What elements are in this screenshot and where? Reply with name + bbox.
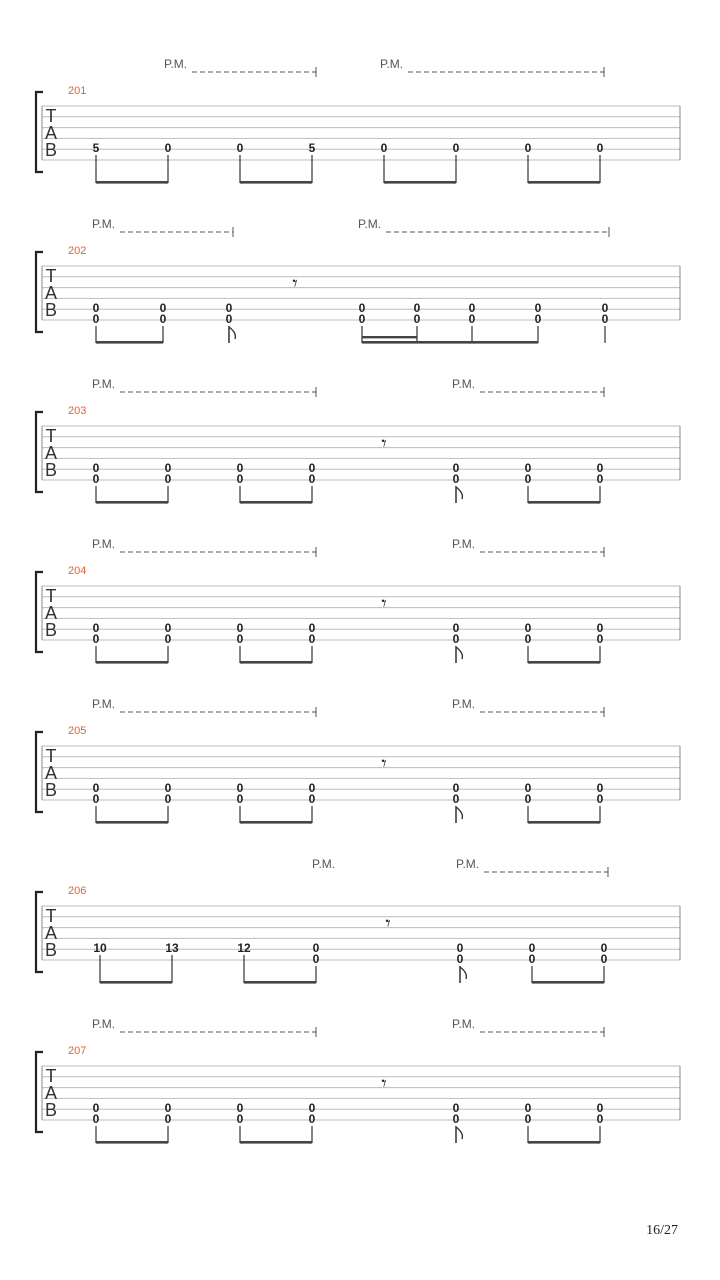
fret-number: 0 (308, 632, 316, 646)
fret-number: 0 (596, 1112, 604, 1126)
fret-number: 0 (524, 792, 532, 806)
note-beam (240, 661, 312, 664)
tab-clef-letter: A (44, 1083, 58, 1103)
fret-number: 0 (524, 1112, 532, 1126)
note-flag (229, 327, 235, 343)
fret-number: 0 (308, 1101, 316, 1115)
measure-number: 206 (68, 885, 87, 897)
note-beam (532, 981, 604, 984)
fret-number: 0 (92, 632, 100, 646)
eighth-rest-icon: 𝄾 (381, 591, 387, 615)
note-beam (96, 501, 168, 504)
fret-number: 0 (92, 312, 100, 326)
fret-number: 0 (596, 792, 604, 806)
fret-number: 0 (413, 312, 421, 326)
tab-clef-letter: B (44, 460, 58, 480)
fret-number: 0 (380, 141, 388, 155)
measure-number: 203 (68, 405, 87, 417)
tab-clef-letter: B (44, 780, 58, 800)
fret-number: 0 (236, 141, 244, 155)
measure-number: 207 (68, 1045, 87, 1057)
note-beam (240, 501, 312, 504)
eighth-rest-icon: 𝄾 (292, 271, 298, 295)
fret-number: 0 (600, 952, 608, 966)
note-beam (528, 501, 600, 504)
fret-number: 0 (358, 301, 366, 315)
note-beam (100, 981, 172, 984)
fret-number: 0 (236, 461, 244, 475)
note-beam (528, 1141, 600, 1144)
note-flag (456, 647, 462, 663)
fret-number: 0 (308, 781, 316, 795)
fret-number: 0 (413, 301, 421, 315)
fret-number: 0 (92, 621, 100, 635)
fret-number: 0 (308, 1112, 316, 1126)
note-beam (240, 1141, 312, 1144)
fret-number: 0 (92, 301, 100, 315)
tab-clef-letter: T (45, 426, 57, 446)
fret-number: 0 (159, 301, 167, 315)
palm-mute-label: P.M. (452, 537, 476, 551)
palm-mute-label: P.M. (456, 857, 480, 871)
tab-clef-letter: B (44, 940, 58, 960)
fret-number: 0 (236, 1101, 244, 1115)
fret-number: 0 (164, 781, 172, 795)
note-beam (528, 661, 600, 664)
tab-clef-letter: T (45, 1066, 57, 1086)
fret-number: 0 (159, 312, 167, 326)
tab-clef-letter: T (45, 266, 57, 286)
tab-clef-letter: A (44, 923, 58, 943)
note-flag (460, 967, 466, 983)
fret-number: 0 (600, 941, 608, 955)
fret-number: 0 (524, 472, 532, 486)
fret-number: 0 (308, 792, 316, 806)
palm-mute-label: P.M. (92, 537, 116, 551)
tab-clef-letter: A (44, 443, 58, 463)
palm-mute-label: P.M. (452, 697, 476, 711)
fret-number: 0 (534, 301, 542, 315)
fret-number: 0 (468, 301, 476, 315)
tab-clef-letter: T (45, 106, 57, 126)
note-beam (528, 821, 600, 824)
note-beam (528, 181, 600, 184)
tab-clef-letter: A (44, 763, 58, 783)
fret-number: 0 (236, 1112, 244, 1126)
fret-number: 0 (596, 461, 604, 475)
note-beam-secondary (362, 336, 417, 338)
palm-mute-label: P.M. (164, 57, 188, 71)
fret-number: 0 (596, 621, 604, 635)
fret-number: 0 (308, 472, 316, 486)
palm-mute-label: P.M. (92, 697, 116, 711)
measure-number: 204 (68, 565, 87, 577)
eighth-rest-icon: 𝄾 (381, 1071, 387, 1095)
palm-mute-label: P.M. (358, 217, 382, 231)
fret-number: 0 (312, 941, 320, 955)
fret-number: 0 (164, 1101, 172, 1115)
fret-number: 0 (524, 621, 532, 635)
fret-number: 0 (92, 461, 100, 475)
eighth-rest-icon: 𝄾 (381, 751, 387, 775)
measure-number: 202 (68, 245, 87, 257)
fret-number: 0 (92, 1101, 100, 1115)
tab-clef-letter: B (44, 140, 58, 160)
fret-number: 0 (92, 781, 100, 795)
fret-number: 0 (164, 632, 172, 646)
tab-clef-letter: B (44, 300, 58, 320)
tab-clef-letter: A (44, 283, 58, 303)
fret-number: 0 (236, 792, 244, 806)
fret-number: 0 (452, 1101, 460, 1115)
fret-number: 0 (524, 632, 532, 646)
measure-number: 205 (68, 725, 87, 737)
note-beam (96, 341, 163, 344)
fret-number: 0 (524, 461, 532, 475)
fret-number: 0 (308, 621, 316, 635)
fret-number: 0 (452, 632, 460, 646)
eighth-rest-icon: 𝄾 (385, 911, 391, 935)
note-flag (456, 487, 462, 503)
palm-mute-label: P.M. (452, 1017, 476, 1031)
fret-number: 10 (93, 941, 107, 955)
fret-number: 0 (534, 312, 542, 326)
tab-clef-letter: T (45, 586, 57, 606)
fret-number: 0 (596, 1101, 604, 1115)
tab-clef-letter: A (44, 123, 58, 143)
fret-number: 0 (225, 301, 233, 315)
palm-mute-label: P.M. (92, 1017, 116, 1031)
fret-number: 0 (164, 141, 172, 155)
fret-number: 12 (237, 941, 251, 955)
palm-mute-label: P.M. (92, 377, 116, 391)
fret-number: 0 (456, 941, 464, 955)
fret-number: 0 (164, 461, 172, 475)
fret-number: 0 (225, 312, 233, 326)
fret-number: 0 (164, 792, 172, 806)
fret-number: 0 (312, 952, 320, 966)
note-beam (96, 181, 168, 184)
tab-clef-letter: B (44, 1100, 58, 1120)
palm-mute-label: P.M. (380, 57, 404, 71)
fret-number: 0 (452, 781, 460, 795)
fret-number: 0 (236, 621, 244, 635)
fret-number: 5 (308, 141, 316, 155)
fret-number: 0 (596, 781, 604, 795)
fret-number: 0 (601, 312, 609, 326)
note-beam (417, 341, 472, 344)
tab-clef-letter: T (45, 906, 57, 926)
measure-number: 201 (68, 85, 87, 97)
fret-number: 0 (468, 312, 476, 326)
fret-number: 0 (596, 472, 604, 486)
fret-number: 0 (358, 312, 366, 326)
note-beam (240, 181, 312, 184)
fret-number: 0 (452, 792, 460, 806)
fret-number: 0 (92, 472, 100, 486)
fret-number: 0 (524, 1101, 532, 1115)
fret-number: 0 (164, 472, 172, 486)
fret-number: 13 (165, 941, 179, 955)
tab-clef-letter: B (44, 620, 58, 640)
note-beam (240, 821, 312, 824)
fret-number: 0 (528, 952, 536, 966)
fret-number: 0 (452, 1112, 460, 1126)
fret-number: 0 (164, 1112, 172, 1126)
fret-number: 0 (452, 472, 460, 486)
fret-number: 5 (92, 141, 100, 155)
tab-clef-letter: T (45, 746, 57, 766)
fret-number: 0 (164, 621, 172, 635)
palm-mute-label: P.M. (92, 217, 116, 231)
fret-number: 0 (601, 301, 609, 315)
fret-number: 0 (452, 621, 460, 635)
note-beam (244, 981, 316, 984)
fret-number: 0 (524, 141, 532, 155)
tab-clef-letter: A (44, 603, 58, 623)
fret-number: 0 (92, 792, 100, 806)
fret-number: 0 (236, 472, 244, 486)
palm-mute-label: P.M. (452, 377, 476, 391)
fret-number: 0 (92, 1112, 100, 1126)
fret-number: 0 (596, 632, 604, 646)
note-flag (456, 1127, 462, 1143)
note-beam (472, 341, 538, 344)
fret-number: 0 (596, 141, 604, 155)
fret-number: 0 (452, 141, 460, 155)
fret-number: 0 (528, 941, 536, 955)
fret-number: 0 (452, 461, 460, 475)
note-beam (384, 181, 456, 184)
note-beam (96, 661, 168, 664)
palm-mute-label: P.M. (312, 857, 336, 871)
page-number: 16/27 (646, 1223, 678, 1238)
fret-number: 0 (524, 781, 532, 795)
note-beam (96, 821, 168, 824)
note-beam (96, 1141, 168, 1144)
fret-number: 0 (456, 952, 464, 966)
note-beam (362, 341, 417, 344)
eighth-rest-icon: 𝄾 (381, 431, 387, 455)
fret-number: 0 (308, 461, 316, 475)
fret-number: 0 (236, 632, 244, 646)
note-flag (456, 807, 462, 823)
fret-number: 0 (236, 781, 244, 795)
